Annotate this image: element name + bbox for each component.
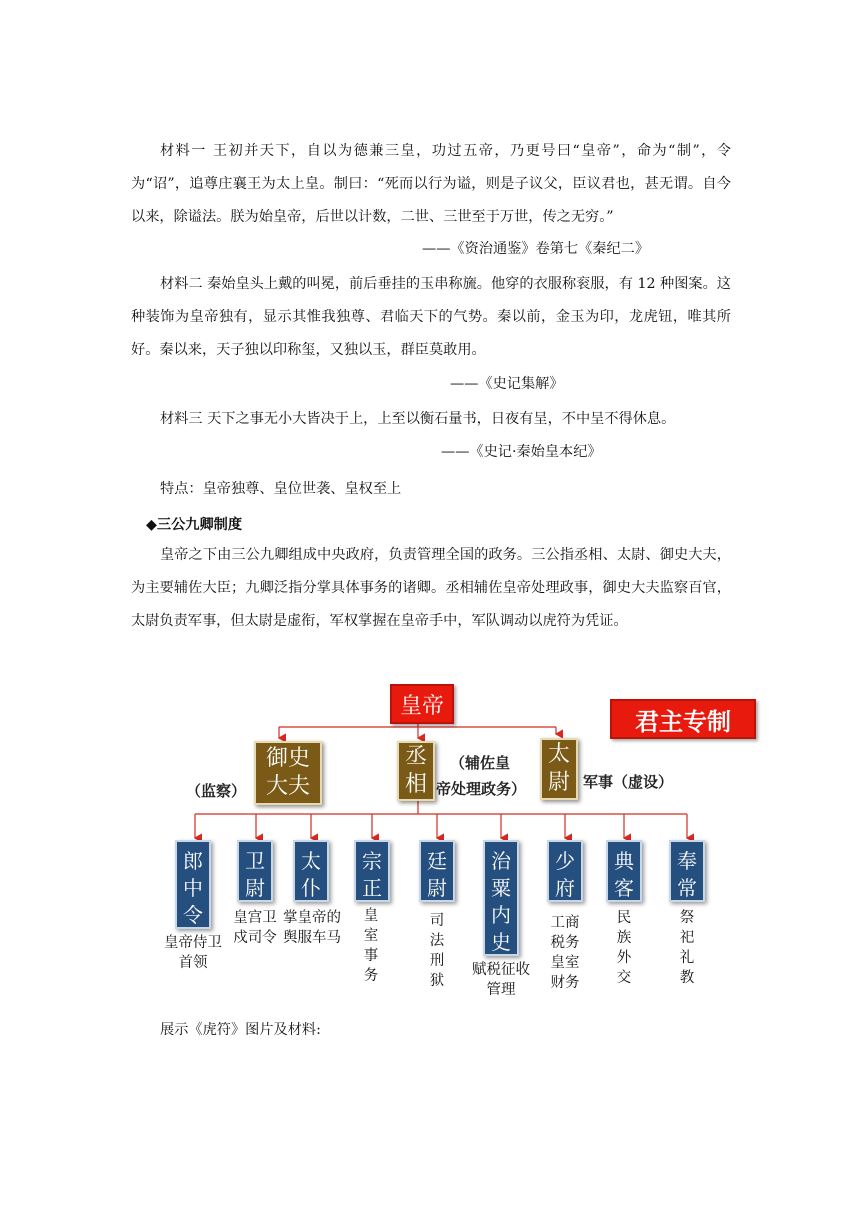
jiuqing-box-zhisuneishi: 治粟内史: [483, 840, 519, 956]
jiuqing-caption-dianke: 民族外交: [616, 910, 632, 986]
chancellor-title-bottom: 相: [404, 772, 427, 797]
autocracy-badge: 君主专制: [610, 699, 756, 739]
features-line: 特点：皇帝独尊、皇位世袭、皇权至上: [160, 481, 402, 497]
jiuqing-box-langzhongling: 郎中令: [175, 840, 211, 929]
censor-note: （监察）: [186, 782, 247, 800]
commandant-box: [540, 738, 578, 800]
material-1-source: ——《资治通鉴》卷第七《秦纪二》: [422, 241, 650, 257]
jiuqing-caption-taipu: 掌皇帝的舆服车马: [283, 910, 341, 946]
section-body: 皇帝之下由三公九卿组成中央政府，负责管理全国的政务。三公指丞相、太尉、御史大夫，为主要辅佐大臣；九卿泛指分掌具体事务的诸卿。丞相辅佐皇帝处理政事，御史大夫监察百官，太尉负责军事，但太尉是虚衔，军权掌握在皇帝手中，军队调动以虎符为凭证。: [131, 547, 731, 629]
commandant-title-bottom: 尉: [547, 770, 570, 795]
material-1: 材料一 王初并天下，自以为德兼三皇，功过五帝，乃更号曰“皇帝”，命为“制”，令为“诏”，追尊庄襄王为太上皇。制曰：“死而以行为谥，则是子议父，臣议君也，甚无谓。自今以来，除谥法。朕为始皇帝，后世以计数，二世、三世至于万世，传之无穷。”: [131, 143, 731, 225]
censor-title-top: 御史: [265, 746, 310, 771]
jiuqing-box-shaofu: 少府: [547, 840, 583, 902]
jiuqing-caption-langzhongling: 皇帝侍卫首领: [164, 935, 222, 971]
material-3-source: ——《史记·秦始皇本纪》: [441, 444, 602, 460]
footer-line: 展示《虎符》图片及材料:: [160, 1022, 321, 1038]
commandant-note: 军事（虚设）: [583, 773, 674, 791]
jiuqing-caption-shaofu: 工商税务皇室财务: [550, 915, 580, 991]
material-2-source: ——《史记集解》: [450, 376, 564, 392]
chancellor-note-line2: 帝处理政务）: [436, 780, 527, 798]
jiuqing-box-tingwei: 廷尉: [419, 840, 455, 902]
censor-box: [254, 741, 322, 805]
chancellor-title-top: 丞: [404, 744, 427, 769]
jiuqing-box-taipu: 太仆: [293, 840, 329, 902]
jiuqing-caption-fengchang: 祭祀礼教: [679, 910, 695, 986]
emperor-box: 皇帝: [390, 684, 454, 724]
material-3: 材料三 天下之事无小大皆决于上，上至以衡石量书，日夜有呈，不中呈不得休息。: [160, 411, 676, 427]
jiuqing-box-fengchang: 奉常: [669, 840, 705, 902]
material-2: 材料二 秦始皇头上戴的叫冕，前后垂挂的玉串称旒。他穿的衣服称衮服，有 12 种图案。这种装饰为皇帝独有，显示其惟我独尊、君临天下的气势。秦以前，金玉为印，龙虎钮，唯其所好。秦以来，天子独以印称玺，又独以玉，群臣莫敢用。: [131, 276, 731, 358]
chancellor-box: [397, 741, 435, 801]
censor-title-bottom: 大夫: [265, 774, 310, 799]
jiuqing-box-zongzheng: 宗正: [354, 840, 390, 902]
jiuqing-caption-zhisuneishi: 赋税征收管理: [472, 962, 530, 998]
jiuqing-box-weiwei: 卫尉: [237, 840, 273, 902]
chancellor-note-line1: （辅佐皇: [450, 754, 511, 772]
jiuqing-caption-zongzheng: 皇室事务: [363, 908, 379, 984]
commandant-title-top: 太: [547, 742, 570, 767]
jiuqing-caption-weiwei: 皇宫卫戍司令: [233, 910, 277, 946]
jiuqing-box-dianke: 典客: [606, 840, 642, 902]
section-heading: ◆三公九卿制度: [146, 517, 243, 533]
jiuqing-caption-tingwei: 司法刑狱: [429, 913, 445, 989]
